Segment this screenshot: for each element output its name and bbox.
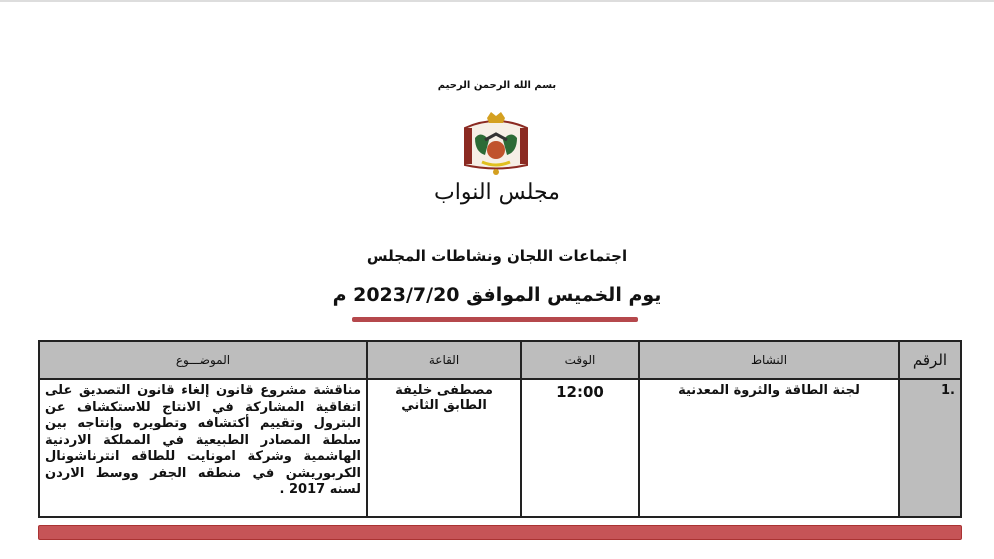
table-header-row bbox=[39, 341, 961, 379]
row-time: 12:00 bbox=[521, 379, 639, 517]
row-activity: لجنة الطاقة والثروة المعدنية bbox=[639, 379, 899, 517]
top-border bbox=[0, 0, 994, 2]
row-topic: مناقشة مشروع قانون إلغاء قانون التصديق على اتفاقية المشاركة في الانتاج للاستكشاف عن البترول وتقييم أكتشافه وتطويره وإنتاجه بين سلطة المصادر الطبيعية في المملكة الاردنية الهاشمية وشركة امونايت للطاقه انترناشونال الكربوريشن في منطقه الجفر ووسط الاردن لسنه 2017 . bbox=[39, 379, 367, 517]
row-number: .1 bbox=[899, 379, 961, 517]
table-row bbox=[39, 379, 961, 517]
column-header-topic: الموضـــوع bbox=[39, 341, 367, 379]
column-header-activity: النشاط bbox=[639, 341, 899, 379]
date-heading: يوم الخميس الموافق 2023/7/20 م bbox=[332, 284, 662, 306]
column-header-hall: القاعة bbox=[367, 341, 521, 379]
coat-of-arms-icon bbox=[457, 110, 535, 180]
parliament-logo-text: مجلس النواب bbox=[434, 180, 560, 205]
column-header-number: الرقم bbox=[899, 341, 961, 379]
schedule-table bbox=[38, 340, 962, 518]
date-underline bbox=[352, 317, 638, 322]
row-hall: مصطفى خليفة الطابق الثاني bbox=[367, 379, 521, 517]
column-header-time: الوقت bbox=[521, 341, 639, 379]
footer-red-bar bbox=[38, 525, 962, 540]
page-title: اجتماعات اللجان ونشاطات المجلس bbox=[366, 247, 628, 265]
basmala: بسم الله الرحمن الرحيم bbox=[437, 80, 557, 91]
